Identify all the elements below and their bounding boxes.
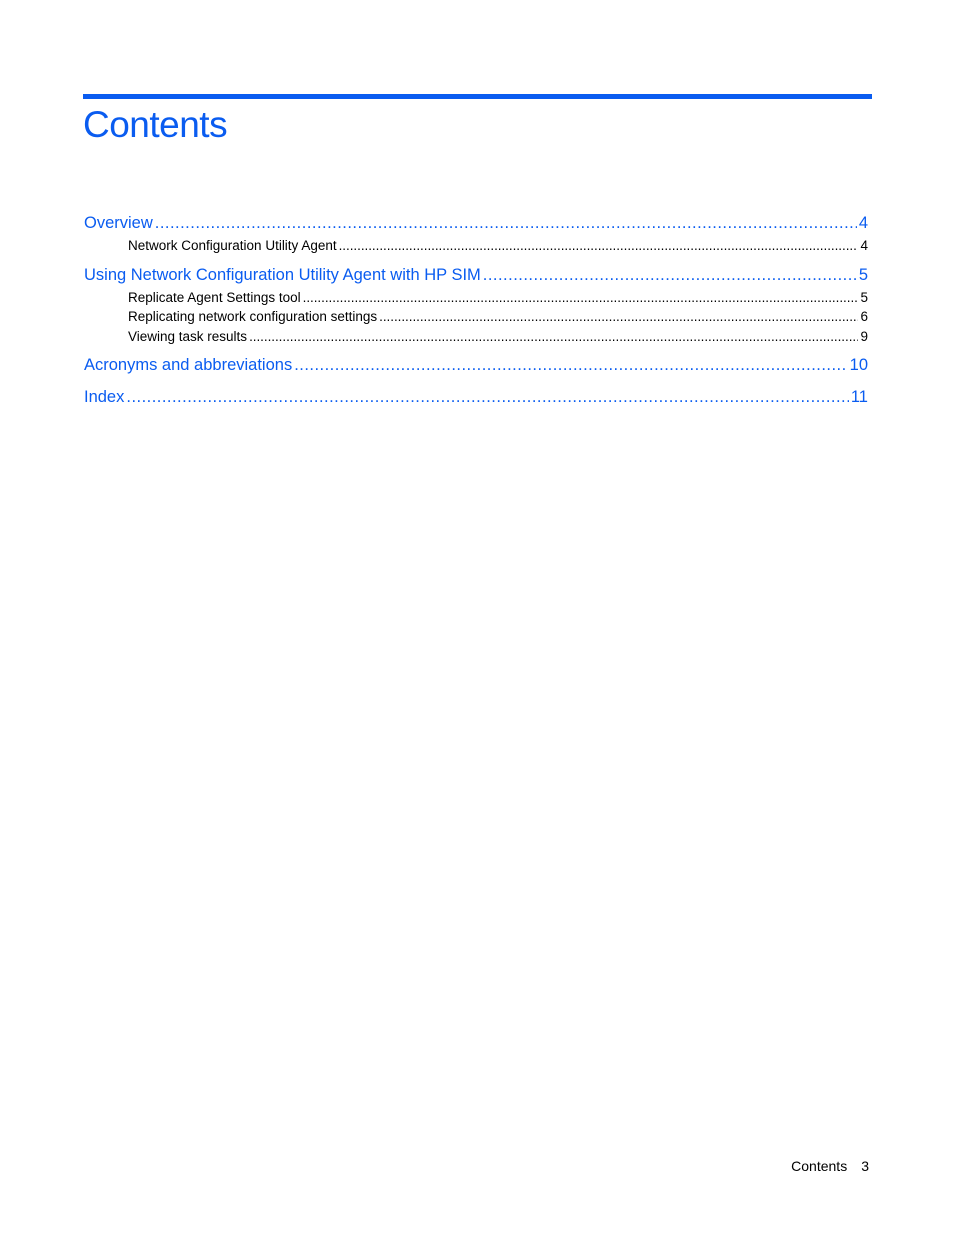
toc-entry-label: Replicating network configuration settings xyxy=(128,309,378,324)
title-rule xyxy=(83,94,872,99)
toc-entry-page: 9 xyxy=(860,329,868,344)
toc-entry-viewing-task-results[interactable] xyxy=(128,329,868,344)
toc-entry-network-configuration-utility-agent[interactable] xyxy=(128,238,868,253)
toc-entry-label: Using Network Configuration Utility Agent with HP SIM xyxy=(84,266,481,284)
toc-dot-leader xyxy=(379,309,858,324)
footer-page-number: 3 xyxy=(861,1158,869,1174)
toc-entry-acronyms-and-abbreviations[interactable] xyxy=(84,356,868,375)
toc-entry-page: 5 xyxy=(860,290,868,305)
page-footer xyxy=(791,1158,869,1174)
toc-dot-leader xyxy=(303,290,859,305)
toc-entry-page: 11 xyxy=(850,388,868,406)
toc-entry-label: Replicate Agent Settings tool xyxy=(128,290,301,305)
toc-entry-label: Acronyms and abbreviations xyxy=(84,356,293,374)
toc-entry-page: 6 xyxy=(860,309,868,324)
toc-entry-label: Index xyxy=(84,388,125,406)
toc-entry-label: Viewing task results xyxy=(128,329,248,344)
toc-dot-leader xyxy=(483,266,857,285)
toc-dot-leader xyxy=(126,388,848,407)
toc-entry-index[interactable] xyxy=(84,388,868,407)
toc-entry-replicating-network-configuration-settings[interactable] xyxy=(128,309,868,324)
page-title: Contents xyxy=(83,104,228,145)
toc-entry-page: 5 xyxy=(858,266,868,284)
toc-dot-leader xyxy=(155,214,857,233)
toc-entry-page: 10 xyxy=(849,356,868,374)
toc-entry-label: Network Configuration Utility Agent xyxy=(128,238,337,253)
toc-entry-overview[interactable] xyxy=(84,214,868,233)
toc-dot-leader xyxy=(249,329,858,344)
toc-dot-leader xyxy=(294,356,847,375)
toc-entry-page: 4 xyxy=(858,214,868,232)
toc-entry-replicate-agent-settings-tool[interactable] xyxy=(128,290,868,305)
toc-dot-leader xyxy=(339,238,859,253)
footer-section-name: Contents xyxy=(791,1158,848,1174)
toc-entry-using-ncu-agent-with-hp-sim[interactable] xyxy=(84,266,868,285)
toc-entry-page: 4 xyxy=(860,238,868,253)
toc-entry-label: Overview xyxy=(84,214,153,232)
